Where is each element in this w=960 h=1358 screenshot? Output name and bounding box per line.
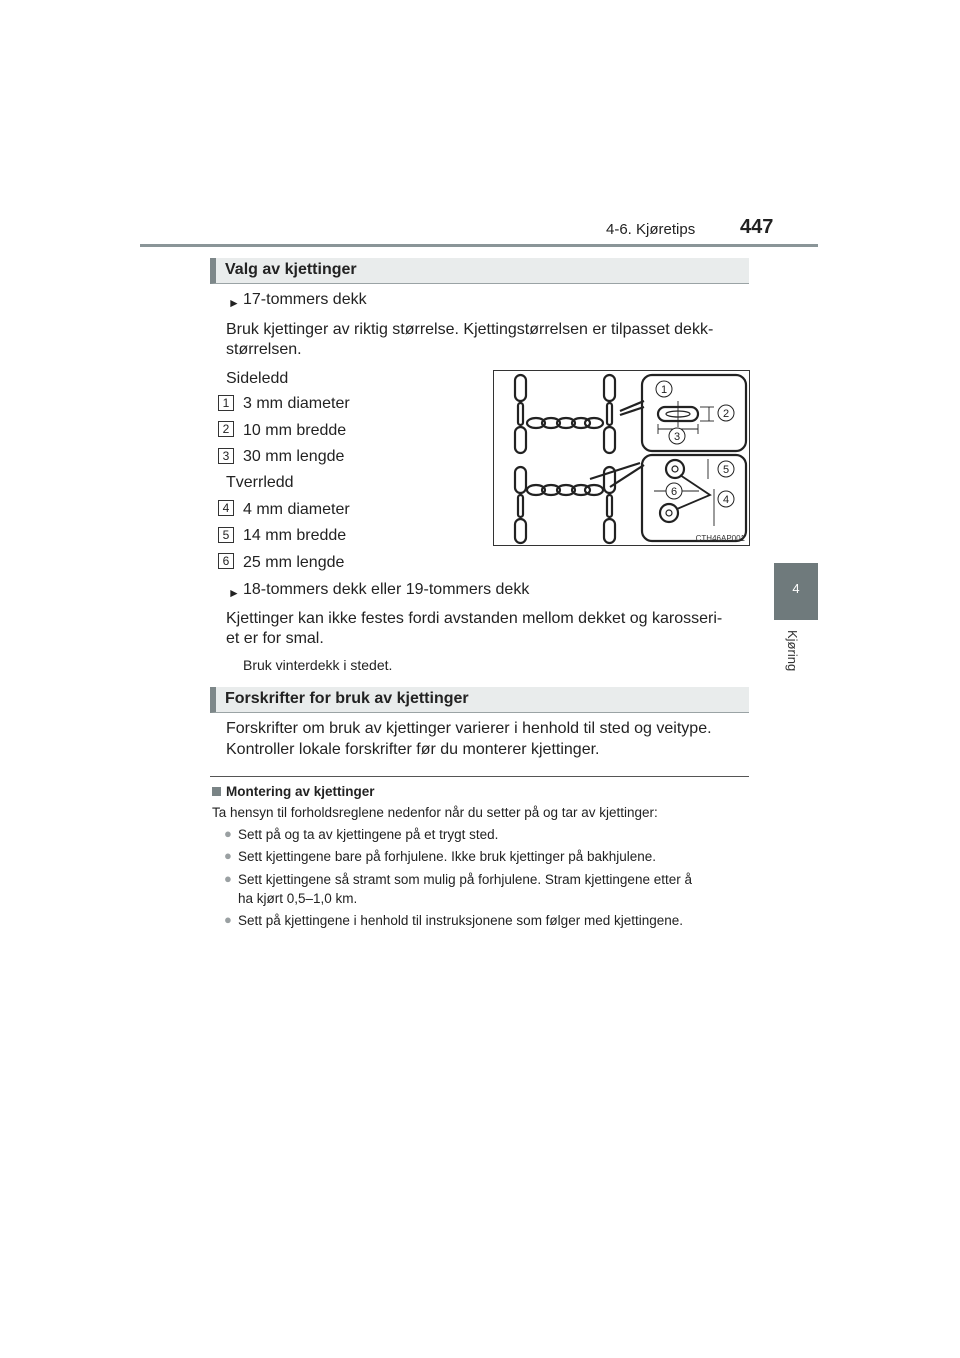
triangle-bullet-icon: ► — [228, 586, 240, 600]
callout-5: 5 — [722, 464, 730, 476]
square-bullet-icon — [212, 787, 221, 796]
case-title-17: 17-tommers dekk — [243, 291, 367, 308]
item-number-badge: 6 — [218, 553, 234, 569]
side-link-label: Sideledd — [226, 370, 289, 387]
item-number-badge: 3 — [218, 448, 234, 464]
chapter-tab — [774, 563, 818, 620]
circle-bullet-icon: ● — [224, 871, 232, 886]
item-number-badge: 5 — [218, 527, 234, 543]
callout-6: 6 — [670, 486, 678, 498]
list-item: 14 mm bredde — [243, 527, 347, 544]
notes-intro: Ta hensyn til forholdsreglene nedenfor når du setter på og tar av kjettinger: — [212, 805, 658, 820]
chain-illustration — [494, 371, 749, 545]
case-text-18-line1: Kjettinger kan ikke festes fordi avstanden mellom dekket og karosseri- — [226, 610, 723, 627]
list-item: Sett på og ta av kjettingene på et trygt sted. — [238, 827, 499, 842]
case-text-17-line1: Bruk kjettinger av riktig størrelse. Kjettingstørrelsen er tilpasset dekk- — [226, 321, 714, 338]
chapter-tab-label: Kjøring — [785, 630, 800, 672]
circle-bullet-icon: ● — [224, 826, 232, 841]
section-heading-text: Forskrifter for bruk av kjettinger — [225, 690, 469, 707]
regulations-text-line1: Forskrifter om bruk av kjettinger varierer i henhold til sted og veitype. — [226, 720, 712, 737]
list-item: Sett kjettingene så stramt som mulig på forhjulene. Stram kjettingene etter å — [238, 872, 692, 887]
callout-3: 3 — [673, 431, 681, 443]
item-number-badge: 1 — [218, 395, 234, 411]
section-heading-forskrifter — [210, 687, 749, 713]
header-rule — [140, 244, 818, 247]
list-item: 30 mm lengde — [243, 448, 345, 465]
running-header-section: 4-6. Kjøretips — [606, 221, 696, 238]
circle-bullet-icon: ● — [224, 912, 232, 927]
section-heading-text: Valg av kjettinger — [225, 261, 357, 278]
page-number: 447 — [740, 216, 774, 238]
chain-size-figure — [493, 370, 750, 546]
case-text-18-line2: et er for smal. — [226, 630, 324, 647]
case-note: Bruk vinterdekk i stedet. — [243, 657, 393, 673]
triangle-bullet-icon: ► — [228, 296, 240, 310]
callout-2: 2 — [722, 408, 730, 420]
cross-link-label: Tverrledd — [226, 474, 294, 491]
item-number-badge: 4 — [218, 500, 234, 516]
section-heading-valg — [210, 258, 749, 284]
notes-title: Montering av kjettinger — [226, 784, 375, 799]
notes-divider — [210, 776, 749, 777]
chapter-tab-number: 4 — [792, 581, 800, 596]
regulations-text-line2: Kontroller lokale forskrifter før du monterer kjettinger. — [226, 741, 600, 758]
circle-bullet-icon: ● — [224, 848, 232, 863]
callout-4: 4 — [722, 494, 730, 506]
figure-code: CTH46AP001 — [695, 534, 745, 543]
list-item: 25 mm lengde — [243, 554, 345, 571]
list-item: Sett kjettingene bare på forhjulene. Ikke bruk kjettinger på bakhjulene. — [238, 849, 657, 864]
list-item-continuation: ha kjørt 0,5–1,0 km. — [238, 891, 358, 906]
callout-1: 1 — [660, 384, 668, 396]
list-item: 3 mm diameter — [243, 395, 350, 412]
list-item: 10 mm bredde — [243, 422, 347, 439]
case-title-18-19: 18-tommers dekk eller 19-tommers dekk — [243, 581, 530, 598]
list-item: Sett på kjettingene i henhold til instruksjonene som følger med kjettingene. — [238, 913, 684, 928]
case-text-17-line2: størrelsen. — [226, 341, 302, 358]
item-number-badge: 2 — [218, 421, 234, 437]
list-item: 4 mm diameter — [243, 501, 350, 518]
